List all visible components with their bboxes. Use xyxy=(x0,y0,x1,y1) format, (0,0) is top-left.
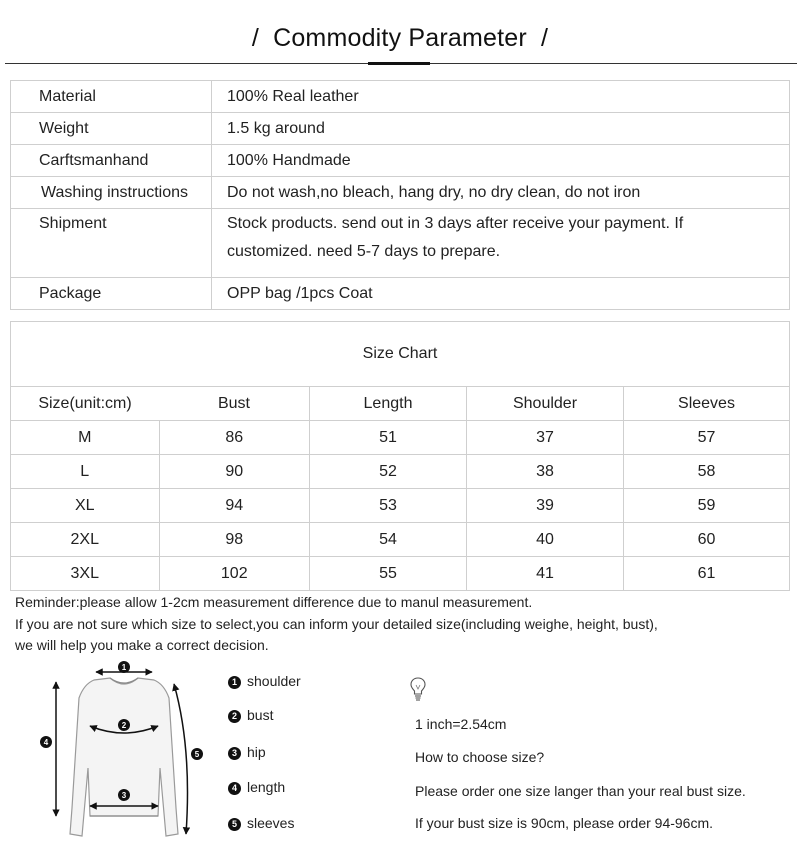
size-question: How to choose size? xyxy=(415,749,545,765)
legend-item-sleeves xyxy=(228,815,294,831)
svg-text:1: 1 xyxy=(121,663,127,672)
bust-cell: 98 xyxy=(159,523,310,557)
legend-number-badge: 5 xyxy=(228,818,241,831)
size-example: If your bust size is 90cm, please order 94-96cm. xyxy=(415,815,714,831)
shoulder-cell: 39 xyxy=(467,489,624,523)
svg-text:5: 5 xyxy=(194,750,200,759)
bust-cell: 86 xyxy=(159,421,310,455)
bust-cell: 90 xyxy=(159,455,310,489)
sleeves-cell: 59 xyxy=(624,489,790,523)
sleeves-cell: 58 xyxy=(624,455,790,489)
marker-5 xyxy=(191,748,203,760)
param-row-weight xyxy=(11,113,790,145)
coat-measurement-diagram xyxy=(36,658,216,844)
coat-outline xyxy=(70,678,178,836)
sleeves-cell: 60 xyxy=(624,523,790,557)
legend-item-bust xyxy=(228,707,273,723)
length-cell: 51 xyxy=(310,421,467,455)
legend-label: shoulder xyxy=(247,673,301,689)
legend-item-shoulder xyxy=(228,673,301,689)
table-row xyxy=(11,523,790,557)
legend-number-badge: 1 xyxy=(228,676,241,689)
param-value: Do not wash,no bleach, hang dry, no dry clean, do not iron xyxy=(212,177,790,209)
reminder-text xyxy=(15,592,795,657)
table-row xyxy=(11,489,790,523)
size-chart-header-row xyxy=(11,387,790,421)
svg-text:2: 2 xyxy=(121,721,127,730)
reminder-line: Reminder:please allow 1-2cm measurement difference due to manul measurement. xyxy=(15,594,533,610)
param-value: Stock products. send out in 3 days after receive your payment. If customized. need 5-7 days to prepare. xyxy=(212,209,790,278)
size-cell: 2XL xyxy=(11,523,160,557)
length-cell: 53 xyxy=(310,489,467,523)
length-cell: 52 xyxy=(310,455,467,489)
legend-label: sleeves xyxy=(247,815,295,831)
param-label: Washing instructions xyxy=(11,177,212,209)
size-chart-caption-row xyxy=(11,322,790,387)
table-row xyxy=(11,421,790,455)
bust-cell: 94 xyxy=(159,489,310,523)
parameter-table xyxy=(10,80,790,310)
param-row-material xyxy=(11,81,790,113)
bust-cell: 102 xyxy=(159,557,310,591)
shoulder-cell: 37 xyxy=(467,421,624,455)
param-label: Package xyxy=(11,278,212,310)
marker-1 xyxy=(118,661,130,673)
param-row-washing xyxy=(11,177,790,209)
reminder-line: If you are not sure which size to select,you can inform your detailed size(including weighe, height, bust), xyxy=(15,615,658,632)
column-header-sleeves: Sleeves xyxy=(624,387,790,421)
title-slash-right: / xyxy=(540,24,549,52)
column-header-size: Size(unit:cm) xyxy=(11,387,160,421)
param-row-package xyxy=(11,278,790,310)
length-cell: 54 xyxy=(310,523,467,557)
legend-number-badge: 4 xyxy=(228,782,241,795)
svg-text:3: 3 xyxy=(121,791,127,800)
legend-label: length xyxy=(247,779,286,795)
sleeves-cell: 57 xyxy=(624,421,790,455)
reminder-line: we will help you make a correct decision. xyxy=(15,637,269,653)
param-row-shipment xyxy=(11,209,790,278)
param-label: Carftsmanhand xyxy=(11,145,212,177)
size-chart-table xyxy=(10,321,790,591)
shoulder-cell: 41 xyxy=(467,557,624,591)
size-cell: 3XL xyxy=(11,557,160,591)
legend-number-badge: 2 xyxy=(228,710,241,723)
legend-label: bust xyxy=(247,707,274,723)
marker-2 xyxy=(118,719,130,731)
param-value: OPP bag /1pcs Coat xyxy=(212,278,790,310)
size-chart-caption: Size Chart xyxy=(11,322,790,387)
param-value: 100% Real leather xyxy=(212,81,790,113)
conversion-note: 1 inch=2.54cm xyxy=(415,716,507,732)
param-value: 100% Handmade xyxy=(212,145,790,177)
legend-item-hip xyxy=(228,744,266,760)
size-cell: L xyxy=(11,455,160,489)
title-slash-left: / xyxy=(251,24,260,52)
param-value: 1.5 kg around xyxy=(212,113,790,145)
param-label: Weight xyxy=(11,113,212,145)
page-title xyxy=(0,24,800,53)
table-row xyxy=(11,455,790,489)
title-text: Commodity Parameter xyxy=(273,24,527,52)
legend-number-badge: 3 xyxy=(228,747,241,760)
marker-4 xyxy=(40,736,52,748)
size-cell: M xyxy=(11,421,160,455)
size-advice: Please order one size langer than your real bust size. xyxy=(415,783,746,799)
shoulder-cell: 38 xyxy=(467,455,624,489)
legend-item-length xyxy=(228,779,285,795)
sleeves-cell: 61 xyxy=(624,557,790,591)
param-label: Shipment xyxy=(11,209,212,278)
column-header-length: Length xyxy=(310,387,467,421)
param-row-craftsmanship xyxy=(11,145,790,177)
lightbulb-icon xyxy=(409,676,427,702)
legend-label: hip xyxy=(247,744,266,760)
header-accent-bar xyxy=(368,62,430,65)
column-header-shoulder: Shoulder xyxy=(467,387,624,421)
marker-3 xyxy=(118,789,130,801)
svg-text:4: 4 xyxy=(43,738,49,747)
table-row xyxy=(11,557,790,591)
param-label: Material xyxy=(11,81,212,113)
length-cell: 55 xyxy=(310,557,467,591)
shoulder-cell: 40 xyxy=(467,523,624,557)
size-cell: XL xyxy=(11,489,160,523)
column-header-bust: Bust xyxy=(159,387,310,421)
